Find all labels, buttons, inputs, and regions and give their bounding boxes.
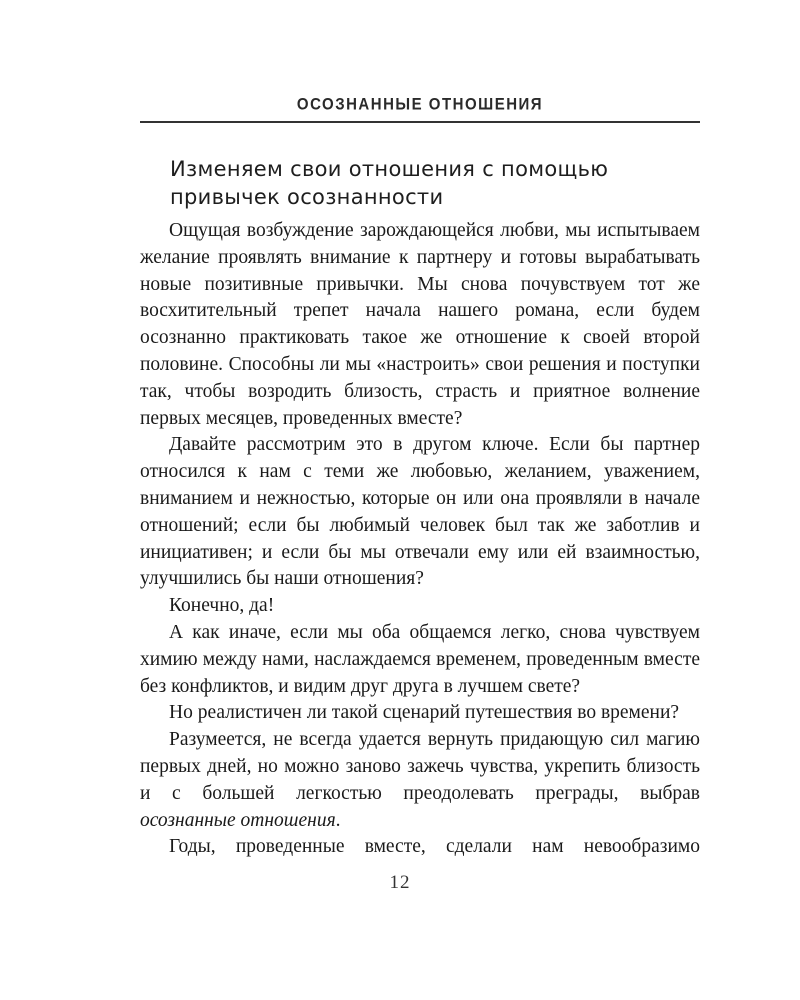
paragraph: Ощущая возбуждение зарождающейся любви, мы испытываем желание проявлять внимание к партнеру и готовы вырабатывать новые позитивные привычки. Мы снова почувствуем тот же восхитительный трепет начала нашего романа, если будем осознанно практиковать такое же отношение к своей второй половине. Способны ли мы «настроить» свои решения и поступки так, чтобы возродить близость, страсть и приятное волнение первых месяцев, проведенных вместе? xyxy=(140,220,700,429)
body-text xyxy=(140,218,700,861)
paragraph-text: Разумеется, не всегда удается вернуть придающую сил магию первых дней, но можно заново зажечь чувства, укрепить близость и с большей легкостью преодолевать преграды, выбрав xyxy=(140,729,700,804)
paragraph: Годы, проведенные вместе, сделали нам невообразимо xyxy=(169,836,700,858)
paragraph: Конечно, да! xyxy=(169,595,275,617)
page-number: 12 xyxy=(389,872,411,893)
paragraph: Но реалистичен ли такой сценарий путешествия во времени? xyxy=(169,702,680,724)
paragraph-text: . xyxy=(335,809,341,831)
paragraph: Давайте рассмотрим это в другом ключе. Если бы партнер относился к нам с теми же любовью, желанием, уважением, вниманием и нежностью, которые он или она проявляли в начале отношений; если бы любимый человек был так же заботлив и инициативен; и если бы мы отвечали ему или ей взаимностью, улучшились бы наши отношения? xyxy=(140,434,700,590)
section-title: Изменяем свои отношения с помощью привычек осознанности xyxy=(170,157,609,209)
paragraph: А как иначе, если мы оба общаемся легко, снова чувствуем химию между нами, наслаждаемся временем, проведенным вместе без конфликтов, и видим друг друга в лучшем свете? xyxy=(140,621,700,697)
header-divider xyxy=(140,121,700,123)
emphasis-term: осознанные отношения xyxy=(140,809,336,831)
running-head: ОСОЗНАННЫЕ ОТНОШЕНИЯ xyxy=(296,95,544,114)
paragraph xyxy=(140,727,700,834)
